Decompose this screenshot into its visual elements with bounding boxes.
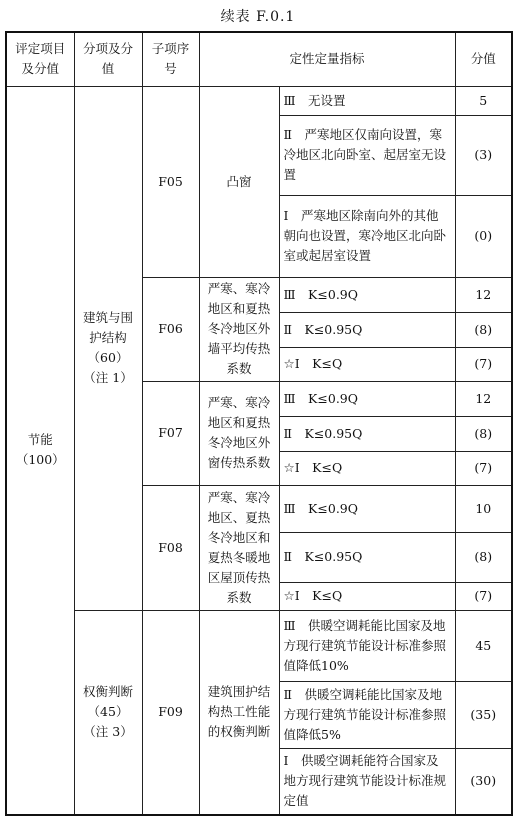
header-item-number: 子项序号 xyxy=(142,32,199,86)
header-score: 分值 xyxy=(455,32,512,86)
table-row xyxy=(6,610,512,681)
item-name-f09: 建筑围护结构热工性能的权衡判断 xyxy=(199,610,279,815)
indicator-f09-3: Ⅲ 供暖空调耗能比国家及地方现行建筑节能设计标准参照值降低10% xyxy=(279,610,455,681)
score-f05-1: (0) xyxy=(455,195,512,277)
score-f09-2: (35) xyxy=(455,681,512,748)
score-f07-1: (7) xyxy=(455,451,512,485)
score-f05-2: (3) xyxy=(455,115,512,195)
indicator-f08-3: Ⅲ K≤0.9Q xyxy=(279,485,455,532)
item-no-f09: F09 xyxy=(142,610,199,815)
indicator-f05-2: Ⅱ 严寒地区仅南向设置，寒冷地区北向卧室、起居室无设置 xyxy=(279,115,455,195)
table-row xyxy=(6,86,512,115)
score-f07-3: 12 xyxy=(455,381,512,416)
indicator-f08-1: ☆Ⅰ K≤Q xyxy=(279,582,455,610)
table-caption: 续表 F.0.1 xyxy=(220,9,296,25)
score-f08-2: (8) xyxy=(455,532,512,582)
item-no-f07: F07 xyxy=(142,381,199,485)
header-row xyxy=(6,32,512,86)
item-name-f07: 严寒、寒冷地区和夏热冬冷地区外窗传热系数 xyxy=(199,381,279,485)
evaluation-table xyxy=(5,31,513,816)
score-f09-1: (30) xyxy=(455,748,512,815)
score-f05-3: 5 xyxy=(455,86,512,115)
score-f08-1: (7) xyxy=(455,582,512,610)
category-energy: 节能（100） xyxy=(6,86,74,815)
item-no-f06: F06 xyxy=(142,277,199,381)
indicator-f09-2: Ⅱ 供暖空调耗能比国家及地方现行建筑节能设计标准参照值降低5% xyxy=(279,681,455,748)
header-subcategory: 分项及分值 xyxy=(74,32,142,86)
score-f06-1: (7) xyxy=(455,347,512,381)
indicator-f05-1: Ⅰ 严寒地区除南向外的其他朝向也设置，寒冷地区北向卧室或起居室设置 xyxy=(279,195,455,277)
indicator-f07-1: ☆Ⅰ K≤Q xyxy=(279,451,455,485)
item-name-f08: 严寒、寒冷地区、夏热冬冷地区和夏热冬暖地区屋顶传热系数 xyxy=(199,485,279,610)
header-category: 评定项目及分值 xyxy=(6,32,74,86)
item-no-f08: F08 xyxy=(142,485,199,610)
indicator-f05-3: Ⅲ 无设置 xyxy=(279,86,455,115)
item-no-f05: F05 xyxy=(142,86,199,277)
indicator-f06-1: ☆Ⅰ K≤Q xyxy=(279,347,455,381)
score-f06-3: 12 xyxy=(455,277,512,312)
score-f06-2: (8) xyxy=(455,312,512,347)
indicator-f09-1: Ⅰ 供暖空调耗能符合国家及地方现行建筑节能设计标准规定值 xyxy=(279,748,455,815)
item-name-f05: 凸窗 xyxy=(199,86,279,277)
subcategory-envelope: 建筑与围护结构（60）（注 1） xyxy=(74,86,142,610)
indicator-f06-3: Ⅲ K≤0.9Q xyxy=(279,277,455,312)
score-f09-3: 45 xyxy=(455,610,512,681)
indicator-f08-2: Ⅱ K≤0.95Q xyxy=(279,532,455,582)
item-name-f06: 严寒、寒冷地区和夏热冬冷地区外墙平均传热系数 xyxy=(199,277,279,381)
score-f07-2: (8) xyxy=(455,416,512,451)
score-f08-3: 10 xyxy=(455,485,512,532)
subcategory-tradeoff: 权衡判断（45）（注 3） xyxy=(74,610,142,815)
indicator-f07-3: Ⅲ K≤0.9Q xyxy=(279,381,455,416)
indicator-f07-2: Ⅱ K≤0.95Q xyxy=(279,416,455,451)
header-indicator: 定性定量指标 xyxy=(199,32,455,86)
indicator-f06-2: Ⅱ K≤0.95Q xyxy=(279,312,455,347)
